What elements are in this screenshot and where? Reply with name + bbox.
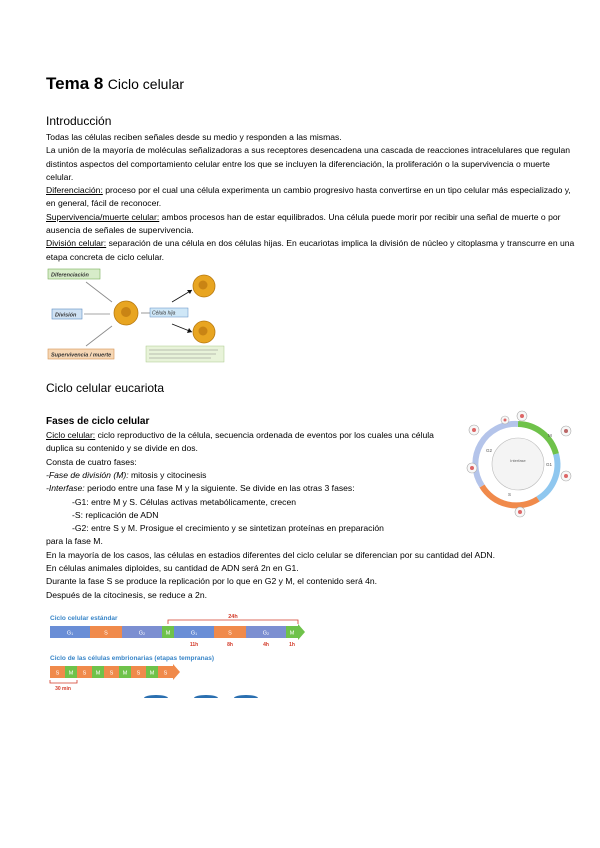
emb-phase-label-0: S	[55, 670, 60, 677]
supervivencia-text: ambos procesos han de estar equilibrados. Una célula puede morir por recibir una señal de muerte o por ausencia de señales de supervivencia.	[46, 211, 561, 236]
cycle-m-label: M	[548, 433, 552, 438]
embryo-cell-3	[234, 695, 258, 698]
supervivencia-label: Supervivencia / muerte	[51, 352, 112, 359]
emb-arrow-tip	[173, 664, 180, 680]
std-duration-2: 4h	[263, 642, 269, 648]
interfase-text: periodo entre una fase M y la siguiente. Se divide en las otras 3 fases:	[84, 483, 355, 494]
std-title: Ciclo celular estándar	[50, 615, 118, 622]
emb-phase-label-6: S	[136, 670, 141, 677]
fase-s-line: Durante la fase S se produce la replicación por lo que en G2 y M, el contenido será 4n.	[46, 576, 378, 587]
division-text: separación de una célula en dos células hijas. En eucariotas implica la división de núcleo y citoplasma y transcurre en una etapa concreta de ciclo celular.	[46, 238, 575, 262]
intro-diferenciacion	[46, 184, 576, 211]
embryo-cell-1	[144, 695, 168, 698]
diploides-line: En células animales diploides, su cantidad de ADN será 2n en G1.	[46, 563, 299, 574]
diferenciacion-label: Diferenciación	[51, 272, 89, 279]
std-arrow-tip	[298, 624, 305, 640]
emb-phase-label-5: M	[122, 670, 128, 677]
citocinesis-line: Después de la citocinesis, se reduce a 2n.	[46, 589, 207, 600]
daughter-cell-2-nucleus	[199, 327, 208, 336]
arrow-supervivencia	[86, 326, 112, 346]
daughter-cell-1-nucleus	[199, 281, 208, 290]
cycle-center-circle	[492, 438, 544, 490]
ciclo-paragraph	[46, 429, 456, 456]
emb-phase-label-4: S	[109, 670, 114, 677]
emb-title: Ciclo de las células embrionarias (etapas tempranas)	[50, 655, 215, 662]
intro-p1: Todas las células reciben señales desde su medio y responden a las mismas.	[46, 132, 342, 142]
division-term: División celular:	[46, 238, 107, 249]
emb-phase-label-1: M	[68, 670, 74, 677]
ciclo-text: ciclo reproductivo de la célula, secuencia ordenada de eventos por los cuales una célula duplica su contenido y se divide en dos.	[46, 430, 434, 454]
emb-phase-label-7: M	[149, 670, 155, 677]
division-label: División	[55, 312, 77, 319]
fase-m-term: -Fase de división (M):	[46, 470, 129, 480]
std-phase-label-1: S	[104, 630, 108, 637]
cell-fate-figure	[46, 266, 226, 364]
std-phase-label-4: G₁	[190, 630, 198, 637]
cycle-s-label: S	[508, 492, 512, 497]
s-line: -S: replicación de ADN	[72, 509, 159, 520]
emb-bar-group	[50, 664, 180, 692]
emb-phase-label-8: S	[163, 670, 168, 677]
std-phase-label-6: G₂	[262, 630, 270, 637]
intro-p2: La unión de la mayoría de moléculas señalizadoras a sus receptores desencadena una cascada de reacciones intracelulares que regulan distintos aspectos del comportamiento celular entre los que se incluyen la diferenciación, la proliferación o la supervivencia o muerte celular.	[46, 145, 571, 182]
cell-fate-svg	[46, 266, 226, 364]
main-cell-nucleus	[121, 307, 131, 317]
cell-cycle-svg	[458, 404, 578, 524]
std-24h-bracket	[168, 620, 298, 624]
intro-supervivencia	[46, 211, 576, 238]
intro-heading: Introducción	[46, 114, 112, 128]
consta-line: Consta de cuatro fases:	[46, 456, 137, 467]
adn-line: En la mayoría de los casos, las células en estadios diferentes del ciclo celular se diferencian por su cantidad del ADN.	[46, 549, 496, 560]
supervivencia-term: Supervivencia/muerte celular:	[46, 211, 160, 222]
ciclo-definition	[46, 429, 456, 469]
arrowhead-top	[187, 290, 192, 294]
std-phase-label-3: M	[165, 630, 171, 637]
emb-phase-label-2: S	[82, 670, 87, 677]
ciclo-term: Ciclo celular:	[46, 430, 96, 440]
cycle-center-label: Interfase	[510, 458, 526, 463]
cycle-g2-label: G2	[486, 448, 493, 453]
euk-heading: Ciclo celular eucariota	[46, 381, 165, 395]
cell-cycle-figure	[458, 404, 578, 524]
embryo-cell-2	[194, 695, 218, 698]
page-title	[46, 74, 184, 94]
std-24h-label: 24h	[228, 614, 238, 620]
interfase-term: -Interfase:	[46, 483, 85, 494]
g2-cont-line: para la fase M.	[46, 536, 103, 547]
emb-phase-label-3: M	[95, 670, 101, 677]
diferenciacion-term: Diferenciación:	[46, 185, 103, 196]
fases-heading: Fases de ciclo celular	[46, 416, 150, 427]
std-duration-1: 8h	[227, 642, 233, 648]
arrow-diferenciacion	[86, 282, 112, 302]
emb-30min-label: 30 min	[55, 686, 71, 692]
std-phase-label-0: G₁	[66, 630, 74, 637]
cycle-bars-svg	[46, 606, 311, 698]
cycle-g1-label: G1	[546, 462, 553, 467]
fase-m-text: mitosis y citocinesis	[128, 470, 207, 480]
std-phase-label-7: M	[289, 630, 295, 637]
std-phase-label-5: S	[228, 630, 232, 637]
intro-body	[46, 131, 576, 264]
title-number: Tema 8	[46, 74, 104, 93]
emb-30min-bracket	[50, 680, 77, 683]
g1-line: -G1: entre M y S. Células activas metabólicamente, crecen	[72, 496, 297, 507]
diferenciacion-text: proceso por el cual una célula experimenta un cambio progresivo hasta convertirse en un tipo celular más especializado y, en general, fácil de reconocer.	[46, 185, 571, 209]
std-duration-3: 1h	[289, 642, 295, 648]
std-phase-label-2: G₂	[138, 630, 146, 637]
g2-line: -G2: entre S y M. Prosigue el crecimiento y se sintetizan proteínas en preparación	[72, 523, 384, 534]
std-duration-0: 11h	[189, 642, 199, 648]
celula-hija-label: Célula hija	[152, 310, 176, 317]
title-subtitle: Ciclo celular	[107, 76, 185, 92]
cycle-bars-figure	[46, 606, 311, 698]
intro-division	[46, 237, 576, 264]
